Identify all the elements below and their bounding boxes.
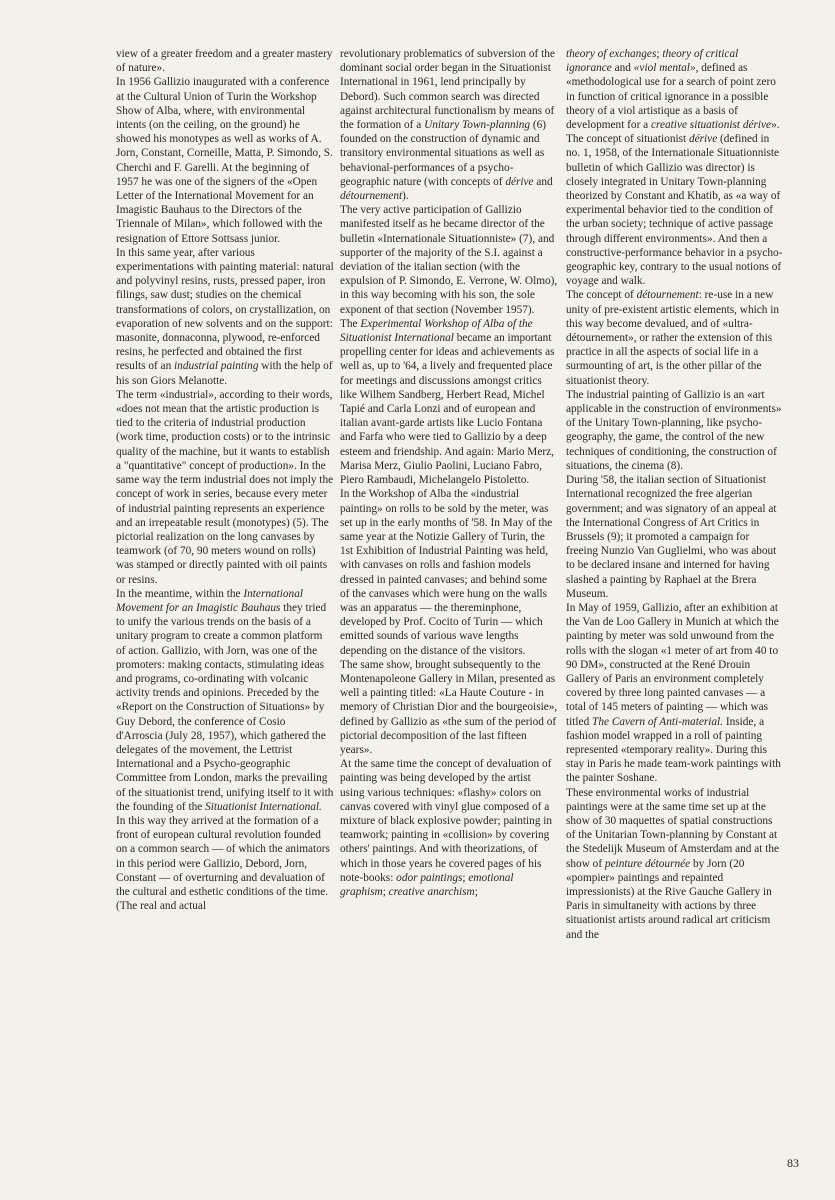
italic-text: dérive — [505, 175, 534, 188]
text-run: The concept of — [566, 289, 637, 302]
text-run: ; — [382, 885, 389, 898]
text-run: The industrial painting of Gallizio is an «art applicable in the construction of environments» of the Unitary Town-planning, like psycho-geography, the game, the control of the new techniques of conditioning, the construction of situations, the cinema (8). — [566, 388, 782, 472]
text-run: ». — [771, 119, 780, 132]
text-run: The term «industrial», according to their words, «does not mean that the artistic production is tied to the criteria of industrial production (work time, production costs) or to the intrinsic quality of the machine, but it wants to establish a "quantitative" concept of production». In the same way the term industrial does not imply the concept of work in series, because every meter of industrial painting represents an experience and an irrepeatable result (monotypes) (5). The pictorial realization on the long canvases by teamwork (of 70, 90 meters wound on rolls) was stamped or directly painted with oil paints or resins. — [116, 388, 334, 586]
text-run: (defined in no. 1, 1958, of the Internationale Situationniste bulletin of which Gallizio was director) is closely integrated in Unitary Town-planning theorized by Constant and Khatib, as «a way of experimental behavior tied to the condition of the urban society; technique of active passage through different environments». And then a constructive-performance behavior in a psycho-geographic key, contrary to the usual notions of voyage and walk. — [566, 133, 783, 288]
italic-text: International Movement for an Imagistic Bauhaus — [116, 587, 303, 614]
paragraph — [566, 473, 784, 601]
text-run: and — [533, 175, 553, 188]
text-run: : re-use in a new unity of pre-existent artistic elements, which in this way become devalued, and of «ultra-détournement», or rather the extension of this practice in all the aspects of social life in a surmounting of art, is the other pillar of the situationist theory. — [566, 289, 780, 387]
paragraph — [566, 601, 784, 786]
italic-text: détournement — [340, 190, 403, 203]
text-run: The — [340, 317, 361, 330]
text-run: , defined as «methodological use for a search of point zero in function of critical ignorance in a possible theory of a viol artistique as a basis of development for a — [566, 62, 776, 132]
paragraph — [340, 658, 558, 757]
paragraph — [340, 487, 558, 657]
italic-text: The Cavern of Anti-material. — [592, 715, 723, 728]
text-run: In this same year, after various experimentations with painting material: natural and polyvinyl resins, rusts, pressed paper, iron filings, saw dust; studies on the chemical transformations of colors, on crystallization, on evaporation of new solvents and on the support: masonite, donnaconna, plywood, re-enforced resins, he perfected and obtained the first results of an — [116, 246, 334, 373]
italic-text: détournement — [636, 289, 699, 302]
text-run: Inside, a fashion model wrapped in a roll of painting represented «temporary reality». During this stay in Paris he made team-work paintings with the painter Soshane. — [566, 715, 781, 785]
italic-text: dérive — [688, 133, 718, 146]
paragraph — [566, 132, 784, 288]
text-run: ; — [462, 871, 469, 884]
text-column-3 — [566, 47, 784, 942]
text-run: by Jorn (20 «pompier» paintings and repainted impressionists) at the Rive Gauche Gallery in Paris in simultaneity with actions by three situationist artists around radical art criticism and the — [566, 857, 772, 941]
text-run: In the Workshop of Alba the «industrial painting» on rolls to be sold by the meter, was set up in the early months of '58. In May of the same year at the Notizie Gallery of Turin, the 1st Exhibition of Industrial Painting was held, with canvases on rolls and fashion models dressed in painted canvases; and behind some of the canvases which were hung on the walls was an apparatus — the thereminphone, developed by Prof. Cocito of Turin — which emitted sounds of various wave lengths depending on the distance of the visitors. — [340, 488, 553, 657]
italic-text: «viol mental» — [633, 62, 696, 75]
paragraph — [340, 757, 558, 899]
text-run: In May of 1959, Gallizio, after an exhibition at the Van de Loo Gallery in Munich at which the painting by meter was sold unwound from the rolls with the slogan «1 meter of art from 40 to 90 DM», constructed at the René Drouin Gallery of Paris an environment completely covered by three long painted canvases — a total of 145 meters of painting — which was titled — [566, 601, 779, 728]
text-run: In this way they arrived at the formation of a front of european cultural revolution founded on a common search — of which the animators in this period were Gallizio, Debord, Jorn, Constant — of overturning and devaluation of the cultural and esthetic conditions of the time. (The real and actual — [116, 814, 330, 913]
paragraph — [116, 75, 334, 245]
italic-text: theory of exchanges — [566, 48, 657, 60]
paragraph — [116, 246, 334, 388]
text-run: These environmental works of industrial paintings were at the same time set up at the show of 30 maquettes of spatial constructions of the Unitarian Town-planning by Constant at the Stedelijk Museum of Amsterdam and at the show of — [566, 786, 780, 870]
text-run: view of a greater freedom and a greater mastery of nature». — [116, 48, 333, 75]
italic-text: odor paintings — [396, 871, 463, 884]
text-run: became an important propelling center for ideas and achievements as well as, up to '64, a lively and frequented place for meetings and discussions amongst critics like Wilhem Sandberg, Herbert Read, Michel Tapié and Carla Lonzi and of european and italian avant-garde artists like Lucio Fontana and Farfa who were tied to Gallizio by a deep esteem and friendship. And again: Mario Merz, Marisa Merz, Giulio Paolini, Luciano Fabro, Piero Rambaudi, Michelangelo Pistoletto. — [340, 332, 555, 487]
text-run: The very active participation of Gallizio manifested itself as he became director of the bulletin «Internationale Situationniste» (7), and supporter of the majority of the S.I. against a deviation of the italian section (with the expulsion of P. Simondo, E. Verrone, W. Olmo), in this way becoming with his son, the sole exponent of that section (November 1957). — [340, 204, 558, 316]
italic-text: emotional graphism — [340, 871, 514, 898]
text-column-1 — [116, 47, 334, 913]
text-run: ; — [656, 48, 663, 60]
text-run: The same show, brought subsequently to the Montenapoleone Gallery in Milan, presented as well a painting titled: «La Haute Couture - in memory of Christian Dior and the bourgeoisie», defined by Gallizio as «the sum of the period of pictorial decomposition of the last fifteen years». — [340, 658, 558, 756]
text-run: ; — [474, 885, 478, 898]
paragraph — [116, 587, 334, 814]
text-run: (6) founded on the construction of dynamic and transitory environmental situations as well as behavional-performances of a psycho-geographic nature (with concepts of — [340, 119, 547, 188]
text-run: In 1956 Gallizio inaugurated with a conference at the Cultural Union of Turin the Workshop Show of Alba, where, with environmental intents (on the ceiling, on the ground) he showed his monotypes as well as works of A. Jorn, Constant, Corneille, Matta, P. Simondo, S. Cherchi and F. Garelli. At the beginning of 1957 he was one of the signers of the «Open Letter of the International Movement for an Imagistic Bauhaus to the Directors of the Triennale of Milan», which followed with the resignation of Ettore Sottsass junior. — [116, 76, 333, 245]
text-run: and — [611, 62, 634, 75]
paragraph — [116, 47, 334, 75]
text-run: with the help of his son Giors Melanotte. — [116, 360, 333, 387]
text-column-2 — [340, 47, 558, 899]
text-run: ). — [402, 190, 409, 203]
paragraph — [340, 203, 558, 317]
text-run: At the same time the concept of devaluation of painting was being developed by the artist using various techniques: «flashy» colors on canvas covered with vinyl glue composed of a mixture of black explosive powder; painting in teamwork; painting in «collision» by covering others' paintings. And with theorizations, of which in those years he covered pages of his note-books: — [340, 758, 553, 884]
paragraph — [116, 814, 334, 913]
paragraph — [566, 786, 784, 942]
paragraph — [116, 388, 334, 587]
italic-text: Unitary Town-planning — [424, 119, 531, 132]
paragraph — [566, 47, 784, 132]
text-run: revolutionary problematics of subversion of the dominant social order began in the Situationist International in 1961, lend principally by Debord). Such common search was directed against architectural functionalism by means of the formation of a — [340, 48, 555, 132]
paragraph — [566, 288, 784, 387]
paragraph — [340, 47, 558, 203]
italic-text: theory of critical ignorance — [566, 48, 739, 75]
paragraph — [340, 317, 558, 487]
page-number: 83 — [787, 1156, 799, 1170]
text-run: During '58, the italian section of Situationist International recognized the free algerian government; and was signatory of an appeal at the International Congress of Art Critics in Brussels (9); it promoted a campaign for freeing Nunzio Van Guglielmi, who was about to be declared insane and interned for having slashed a painting by Raphael at the Brera Museum. — [566, 474, 777, 600]
italic-text: industrial painting — [174, 360, 259, 373]
italic-text: creative situationist dérive — [651, 119, 772, 132]
text-run: In the meantime, within the — [116, 587, 244, 600]
text-run: The concept of situationist — [566, 133, 689, 146]
italic-text: creative anarchism — [388, 885, 475, 898]
paragraph — [566, 388, 784, 473]
text-run: they tried to unify the various trends on the basis of a unitary program to create a common platform of action. Gallizio, with Jorn, was one of the promoters: making contacts, stimulating ideas and programs, co-ordinating with volcanic activity trends and opinions. Preceded by the «Report on the Construction of Situations» by Guy Debord, the conference of Cosio d'Arroscia (July 28, 1957), which gathered the delegates of the movement, the Lettrist International and a Psycho-geographic Committee from London, marks the prevailing of the situationist trend, unifying itself to it with the founding of the — [116, 601, 334, 813]
italic-text: peinture détournée — [604, 857, 691, 870]
italic-text: Experimental Workshop of Alba of the Situationist International — [340, 317, 533, 345]
italic-text: Situationist International. — [205, 800, 322, 813]
